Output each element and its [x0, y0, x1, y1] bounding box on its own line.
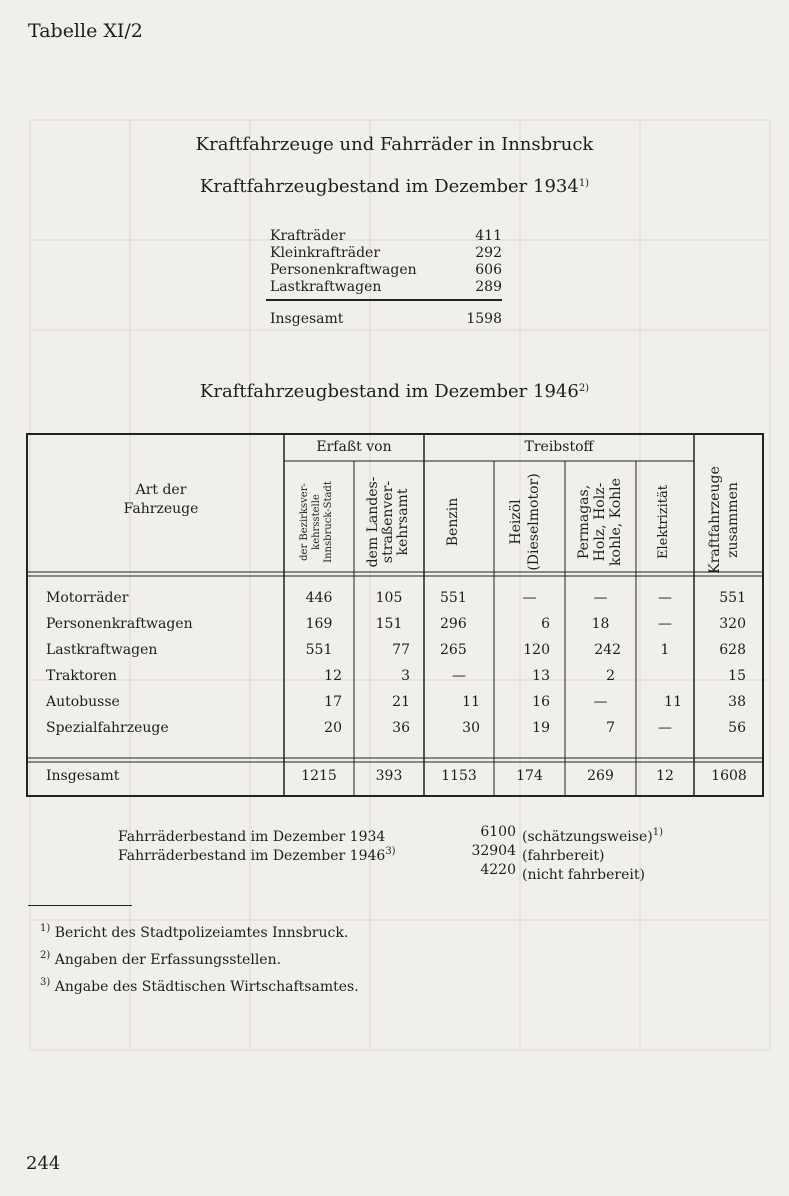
row-label-motorraeder: Motorräder [46, 590, 129, 606]
table-cell: 174 [516, 768, 543, 784]
table-cell: 169 [305, 616, 333, 632]
table-cell: 12 [324, 668, 342, 684]
table-cell: 20 [324, 720, 342, 736]
table-cell: 16 [532, 694, 550, 710]
table-cell: 628 [719, 642, 746, 658]
page-title: Kraftfahrzeuge und Fahrräder in Innsbruck [195, 134, 594, 155]
inventory-1934-table [270, 228, 502, 328]
table-header-label: Tabelle XI/2 [28, 20, 143, 42]
footnote: $^{2)}$ Angaben der Erfassungsstellen. [40, 950, 282, 968]
footnote-mark: 2) [578, 383, 590, 394]
table-cell: 296 [440, 616, 467, 632]
footnote: $^{3)}$ Angabe des Städtischen Wirtschaftsamtes. [40, 977, 359, 995]
table-row: Kleinkrafträder 292 [270, 245, 502, 261]
table-cell: 1153 [441, 768, 477, 784]
col-header-elektro: Elektrizität [656, 484, 671, 560]
col-header-benzin: Benzin [445, 497, 461, 547]
table-cell: — [593, 590, 608, 606]
table-cell: 1 [660, 642, 670, 658]
table-row: Lastkraftwagen 289 [270, 279, 502, 295]
section1-heading: Kraftfahrzeugbestand im Dezember 1934$^{1)}$ [199, 176, 590, 197]
table-cell: 6 [541, 616, 550, 632]
col-header-permagas: Permagas, Holz, Holz- kohle, Kohle [576, 478, 624, 566]
table-cell: 12 [656, 768, 674, 784]
table-cell: — [452, 668, 466, 684]
table-cell: 30 [462, 720, 480, 736]
row-label-spezial: Spezialfahrzeuge [46, 720, 169, 736]
table-cell: 242 [594, 642, 621, 658]
table-cell: 105 [375, 590, 403, 606]
table-cell: 19 [532, 720, 550, 736]
table-cell: 13 [532, 668, 550, 684]
row-label-traktoren: Traktoren [46, 668, 117, 684]
table-cell: 3 [401, 668, 410, 684]
total-row: Insgesamt 1598 [270, 311, 502, 327]
col-header-bezirk: der Bezirksver- kehrsstelle Innsbruck-Stadt [299, 481, 334, 563]
table-cell: 393 [375, 768, 403, 784]
table-cell: 1215 [301, 768, 337, 784]
table-cell: — [658, 590, 672, 606]
footnote-divider [28, 905, 132, 906]
table-cell: 2 [606, 668, 615, 684]
table-cell: 56 [728, 720, 746, 736]
bike-value: 32904 [471, 843, 516, 859]
table-cell: 551 [440, 590, 467, 606]
bike-value: 4220 [480, 862, 516, 878]
table-cell: 551 [719, 590, 746, 606]
bike-value: 6100 [480, 824, 516, 840]
page-number: 244 [26, 1153, 61, 1174]
footnote: $^{1)}$ Bericht des Stadtpolizeiamtes Innsbruck. [40, 923, 349, 941]
group-header-treibstoff: Treibstoff [524, 439, 594, 455]
table-cell: 446 [305, 590, 333, 606]
table-cell: 265 [440, 642, 467, 658]
bike-note: (nicht fahrbereit) [522, 867, 645, 883]
table-cell: 38 [728, 694, 746, 710]
table-cell: 17 [324, 694, 342, 710]
col-header-zusammen: Kraftfahrzeuge zusammen [707, 466, 741, 574]
table-cell: 551 [305, 642, 333, 658]
table-cell: 320 [719, 616, 746, 632]
table-cell: 7 [606, 720, 615, 736]
table-cell: 1608 [711, 768, 747, 784]
table-row: Personenkraftwagen 606 [270, 262, 502, 278]
table-cell: 18 [591, 616, 610, 632]
row-label-lkw: Lastkraftwagen [46, 642, 158, 658]
row-label-autobusse: Autobusse [46, 694, 120, 710]
table-cell: 269 [587, 768, 614, 784]
group-header-erfasst: Erfaßt von [316, 439, 392, 455]
table-cell: 151 [375, 616, 403, 632]
section2-heading: Kraftfahrzeugbestand im Dezember 1946$^{2)}$ [199, 381, 590, 402]
table-cell: — [522, 590, 537, 606]
col-header-landes: dem Landes- straßenver- kehrsamt [365, 476, 411, 568]
table-cell: 120 [523, 642, 550, 658]
table-cell: 77 [392, 642, 410, 658]
col-header-art: Art der Fahrzeuge [123, 482, 199, 517]
total-row-label: Insgesamt [46, 768, 120, 784]
table-cell: 36 [392, 720, 410, 736]
table-cell: — [658, 720, 672, 736]
table-cell: 21 [392, 694, 410, 710]
row-label-pkw: Personenkraftwagen [46, 616, 193, 632]
table-row: Krafträder 411 [270, 228, 502, 244]
bike-label: Fahrräderbestand im Dezember 1934 [118, 829, 386, 845]
bike-label: Fahrräderbestand im Dezember 1946$^{3)}$ [118, 846, 396, 864]
table-cell: — [658, 616, 672, 632]
col-header-heizoel: Heizöl (Dieselmotor) [508, 473, 542, 571]
bike-note: (schätzungsweise)$^{1)}$ [522, 827, 663, 845]
divider [266, 299, 502, 301]
footnote-mark: 1) [578, 178, 590, 189]
table-cell: 15 [728, 668, 746, 684]
table-cell: 11 [462, 694, 480, 710]
bike-note: (fahrbereit) [522, 848, 605, 864]
table-cell: — [593, 694, 608, 710]
inventory-1946-table [26, 433, 764, 797]
table-cell: 11 [664, 694, 682, 710]
